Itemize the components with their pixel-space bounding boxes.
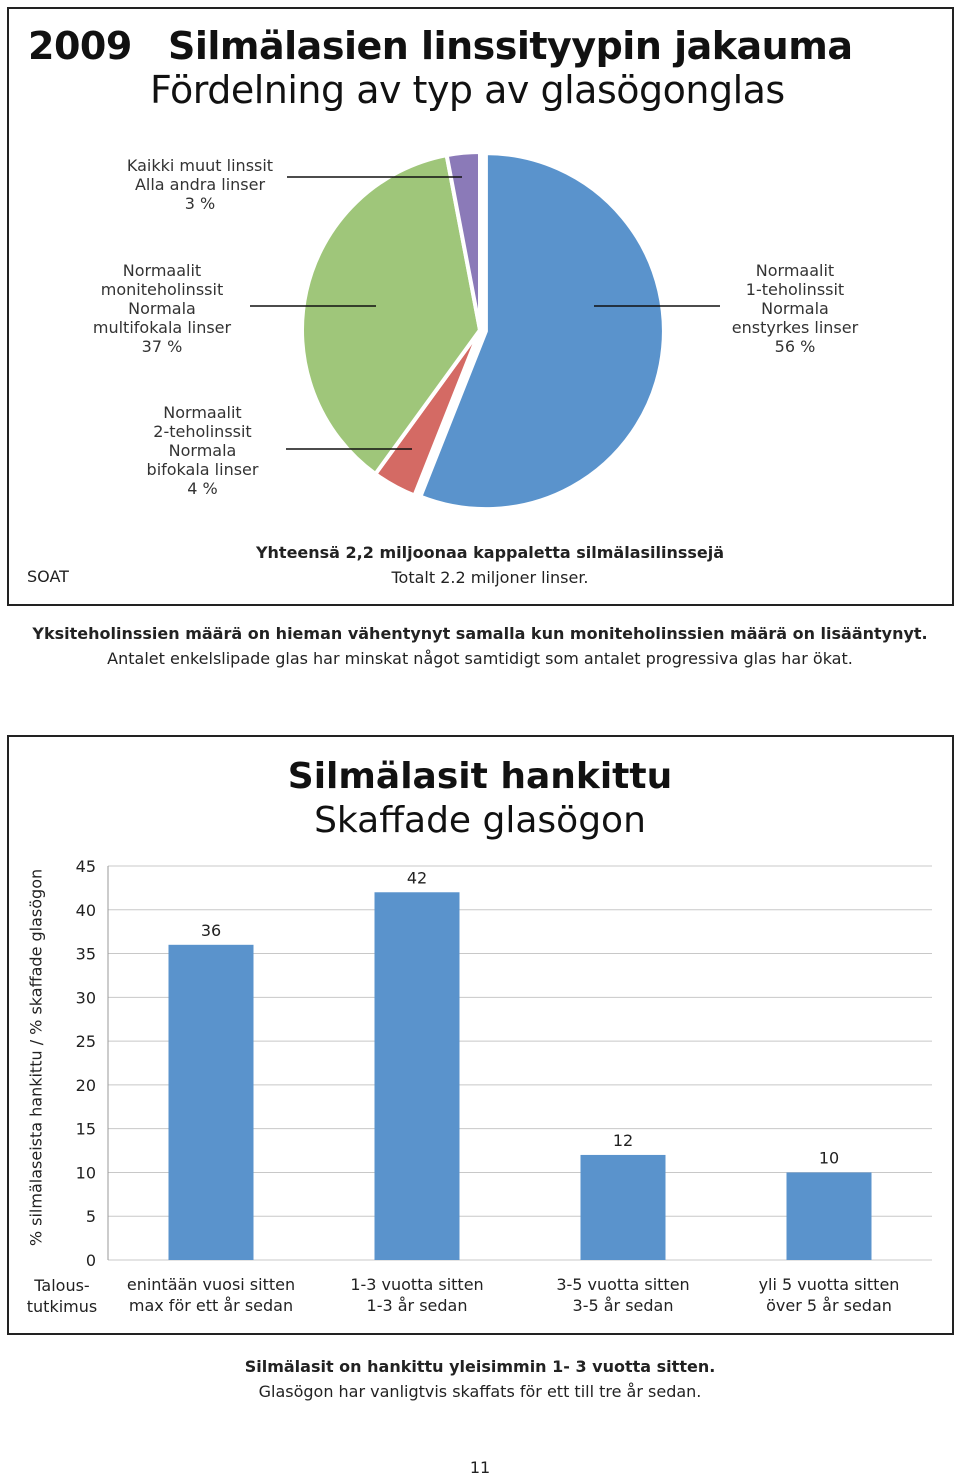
- note1-sv: Antalet enkelslipade glas har minskat något samtidigt som antalet progressiva glas har ökat.: [107, 649, 853, 668]
- bar-value-label: 42: [406, 868, 428, 888]
- pie-label-line: Normaalit: [163, 403, 242, 422]
- bar: [169, 945, 254, 1260]
- bar-title-fi: Silmälasit hankittu: [287, 756, 673, 797]
- pie-label-line: Normala: [128, 299, 196, 318]
- bar-source: [20, 1275, 104, 1317]
- page-year: 2009: [28, 24, 132, 68]
- pie-label-line: 4 %: [187, 479, 218, 498]
- y-tick-label: 40: [75, 900, 96, 920]
- y-tick-label: 10: [75, 1163, 96, 1183]
- y-tick-label: 30: [75, 988, 96, 1008]
- pie-label-line: multifokala linser: [92, 318, 232, 337]
- x-category-label: över 5 år sedan: [766, 1296, 892, 1315]
- bar: [787, 1172, 872, 1260]
- note2-fi: Silmälasit on hankittu yleisimmin 1- 3 vuotta sitten.: [244, 1357, 716, 1376]
- pie-label-line: 3 %: [184, 194, 216, 213]
- pie-source: SOAT: [27, 567, 69, 586]
- pie-label-line: enstyrkes linser: [731, 318, 859, 337]
- pie-title-sv: Fördelning av typ av glasögonglas: [150, 68, 785, 112]
- y-tick-label: 5: [85, 1207, 96, 1227]
- y-tick-label: 35: [75, 944, 96, 964]
- pie-label-line: Alla andra linser: [134, 175, 266, 194]
- pie-label-line: 37 %: [141, 337, 183, 356]
- x-category-label: 3-5 år sedan: [572, 1296, 674, 1315]
- pie-label-line: Normaalit: [755, 261, 835, 280]
- pie-label-line: 2-teholinssit: [153, 422, 252, 441]
- x-category-label: enintään vuosi sitten: [126, 1275, 296, 1294]
- y-tick-label: 45: [75, 857, 96, 876]
- pie-label-line: Normala: [761, 299, 829, 318]
- page-number: 11: [469, 1458, 491, 1477]
- bar-value-label: 36: [200, 920, 222, 940]
- bar-value-label: 12: [612, 1130, 634, 1150]
- pie-total-sv: Totalt 2.2 miljoner linser.: [391, 568, 589, 587]
- y-tick-label: 0: [85, 1251, 96, 1270]
- x-category-label: yli 5 vuotta sitten: [758, 1275, 900, 1294]
- x-category-label: 1-3 vuotta sitten: [350, 1275, 484, 1294]
- note2-sv: Glasögon har vanligtvis skaffats för ett till tre år sedan.: [258, 1382, 702, 1401]
- x-category-label: max för ett år sedan: [128, 1296, 294, 1315]
- bar-y-axis-label: % silmälaseista hankittu / % skaffade glasögon: [26, 868, 46, 1247]
- bar: [581, 1155, 666, 1260]
- y-tick-label: 25: [75, 1032, 96, 1052]
- x-category-label: 3-5 vuotta sitten: [556, 1275, 690, 1294]
- pie-label-line: 1-teholinssit: [745, 280, 845, 299]
- pie-label-line: moniteholinssit: [100, 280, 224, 299]
- pie-label-line: bifokala linser: [146, 460, 259, 479]
- pie-title-fi: Silmälasien linssityypin jakauma: [168, 24, 853, 68]
- pie-label-line: Normala: [168, 441, 237, 460]
- y-tick-label: 15: [75, 1119, 96, 1139]
- bar-title-sv: Skaffade glasögon: [314, 800, 646, 841]
- pie-total-fi: Yhteensä 2,2 miljoonaa kappaletta silmälasilinssejä: [255, 543, 725, 562]
- note1-fi: Yksiteholinssien määrä on hieman vähentynyt samalla kun moniteholinssien määrä on lisääntynyt.: [32, 624, 928, 643]
- bar: [375, 892, 460, 1260]
- bar-source-line2: tutkimus: [26, 1297, 98, 1316]
- pie-label-line: Kaikki muut linssit: [126, 156, 274, 175]
- pie-label-line: Normaalit: [122, 261, 202, 280]
- y-tick-label: 20: [75, 1075, 96, 1095]
- x-category-label: 1-3 år sedan: [366, 1296, 468, 1315]
- bar-source-line1: Talous-: [34, 1276, 90, 1295]
- bar-value-label: 10: [818, 1148, 840, 1168]
- pie-label-line: 56 %: [774, 337, 816, 356]
